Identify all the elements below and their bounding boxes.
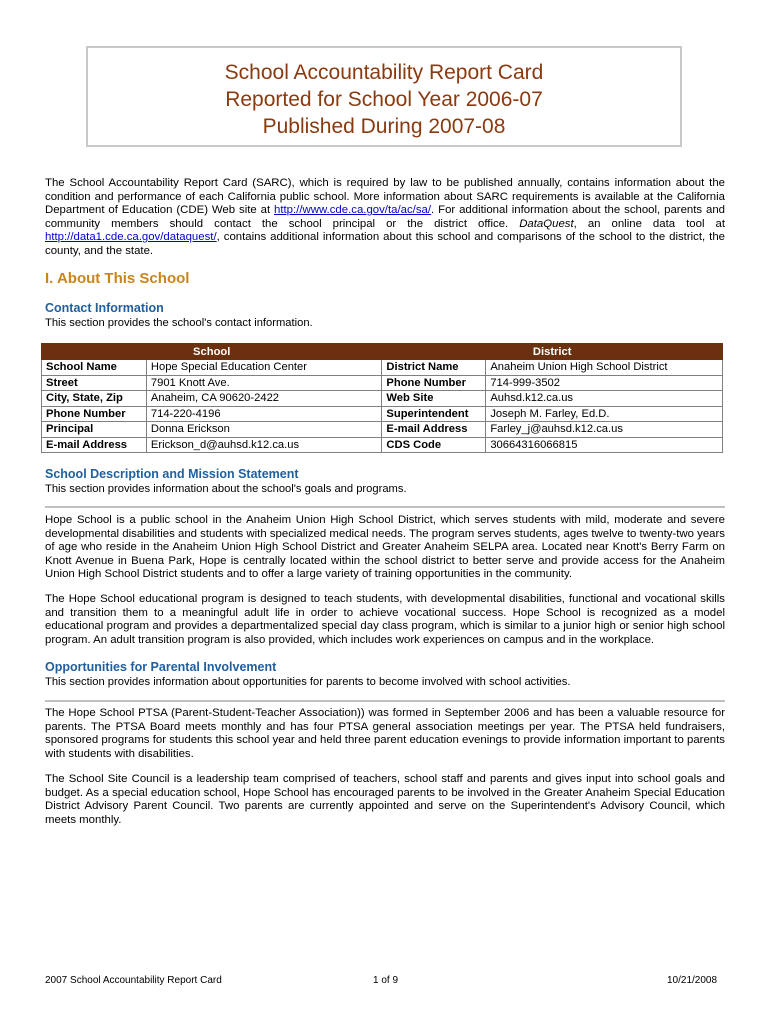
- school-field-label: Principal: [42, 422, 147, 438]
- mission-paragraph-2: The Hope School educational program is designed to teach students, with developmental disabilities, functional and vocational skills and transition them to a meaningful adult life in order to achieve vocational success. Hope School is recognized as a model educational program and provides a departmentalized special day class program, which is similar to a junior high or senior high school program. An adult transition program is also provided, which includes work experiences on campus and in the workplace.: [45, 593, 725, 646]
- school-field-label: School Name: [42, 360, 147, 376]
- parental-subtext: This section provides information about opportunities for parents to become involved with school activities.: [45, 676, 571, 688]
- intro-text-1: The School Accountability Report Card (SARC), which is required by law to be published annually, contains information about the condition and performance of each California public school. More information about SARC requirements is available at the California Department of Education (CDE) Web site at: [45, 177, 725, 217]
- parental-paragraph-2: The School Site Council is a leadership team comprised of teachers, school staff and parents and gives input into school goals and budget. As a special education school, Hope School has encouraged parents to be involved in the Greater Anaheim Special Education District Advisory Parent Council. Two parents are currently appointed and serve on the Superintendent's Advisory Council, which meets monthly.: [45, 773, 725, 826]
- divider: [45, 700, 725, 702]
- intro-text-4: , contains additional information about this school and comparisons of the school to the district, the county, and the state.: [45, 231, 725, 257]
- school-field-label: Street: [42, 375, 147, 391]
- mission-subtext: This section provides information about the school's goals and programs.: [45, 483, 407, 495]
- district-field-label: Web Site: [382, 391, 486, 407]
- district-field-value: 714-999-3502: [486, 375, 723, 391]
- contact-table: [41, 343, 723, 453]
- school-field-label: E-mail Address: [42, 437, 147, 453]
- district-column-header: District: [382, 344, 723, 360]
- school-field-label: Phone Number: [42, 406, 147, 422]
- contact-row: [42, 391, 723, 407]
- district-field-label: CDS Code: [382, 437, 486, 453]
- report-title: School Accountability Report Card: [224, 61, 544, 84]
- mission-heading: School Description and Mission Statement: [45, 467, 299, 481]
- school-field-value: 714-220-4196: [146, 406, 382, 422]
- school-field-label: City, State, Zip: [42, 391, 147, 407]
- contact-row: [42, 406, 723, 422]
- report-title-box: [86, 46, 682, 147]
- district-field-label: District Name: [382, 360, 486, 376]
- school-field-value: Erickson_d@auhsd.k12.ca.us: [146, 437, 382, 453]
- school-column-header: School: [42, 344, 382, 360]
- mission-paragraph-1: Hope School is a public school in the Anaheim Union High School District, which serves students with mild, moderate and severe developmental disabilities and students with specialized medical needs. The program serves students, ages twelve to twenty-two years of age who reside in the Anaheim Union High School District and Greater Anaheim SELPA area. Located near Knott's Berry Farm on Knott Avenue in Buena Park, Hope is centrally located within the school district to better serve and provide access for the Anaheim Union High School District students and to offer a large variety of training opportunities in the community.: [45, 514, 725, 581]
- district-field-label: Superintendent: [382, 406, 486, 422]
- district-field-value: 30664316066815: [486, 437, 723, 453]
- school-field-value: Anaheim, CA 90620-2422: [146, 391, 382, 407]
- dataquest-name: DataQuest: [519, 217, 574, 230]
- dataquest-link[interactable]: http://data1.cde.ca.gov/dataquest/: [45, 231, 217, 244]
- district-field-value: Farley_j@auhsd.k12.ca.us: [486, 422, 723, 438]
- parental-heading: Opportunities for Parental Involvement: [45, 660, 277, 674]
- contact-row: [42, 422, 723, 438]
- district-field-label: Phone Number: [382, 375, 486, 391]
- district-field-label: E-mail Address: [382, 422, 486, 438]
- contact-row: [42, 437, 723, 453]
- school-field-value: 7901 Knott Ave.: [146, 375, 382, 391]
- intro-text-2: . For additional information about the school, parents and community members should contact the school principal or the district office.: [45, 204, 725, 230]
- report-year: Reported for School Year 2006-07: [225, 88, 543, 111]
- section-heading: I. About This School: [45, 270, 190, 287]
- intro-text-3: , an online data tool at: [573, 217, 725, 230]
- contact-row: [42, 375, 723, 391]
- district-field-value: Anaheim Union High School District: [486, 360, 723, 376]
- report-published: Published During 2007-08: [262, 115, 506, 138]
- cde-sarc-link[interactable]: http://www.cde.ca.gov/ta/ac/sa/: [274, 204, 432, 217]
- footer-date: 10/21/2008: [667, 975, 718, 986]
- contact-subtext: This section provides the school's contact information.: [45, 317, 313, 329]
- parental-paragraph-1: The Hope School PTSA (Parent-Student-Teacher Association)) was formed in September 2006 and has been a valuable resource for parents. The PTSA Board meets monthly and has four PTSA general association meetings per year. The PTSA held fundraisers, sponsored programs for students this school year and held three parent education evenings to provide information important to parents with students with disabilities.: [45, 707, 725, 760]
- footer-title: 2007 School Accountability Report Card: [45, 975, 222, 986]
- intro-paragraph: [45, 177, 725, 259]
- school-field-value: Hope Special Education Center: [146, 360, 382, 376]
- contact-heading: Contact Information: [45, 301, 164, 315]
- divider: [45, 506, 725, 508]
- school-field-value: Donna Erickson: [146, 422, 382, 438]
- district-field-value: Joseph M. Farley, Ed.D.: [486, 406, 723, 422]
- page-number: 1 of 9: [373, 975, 399, 986]
- district-field-value: Auhsd.k12.ca.us: [486, 391, 723, 407]
- contact-row: [42, 360, 723, 376]
